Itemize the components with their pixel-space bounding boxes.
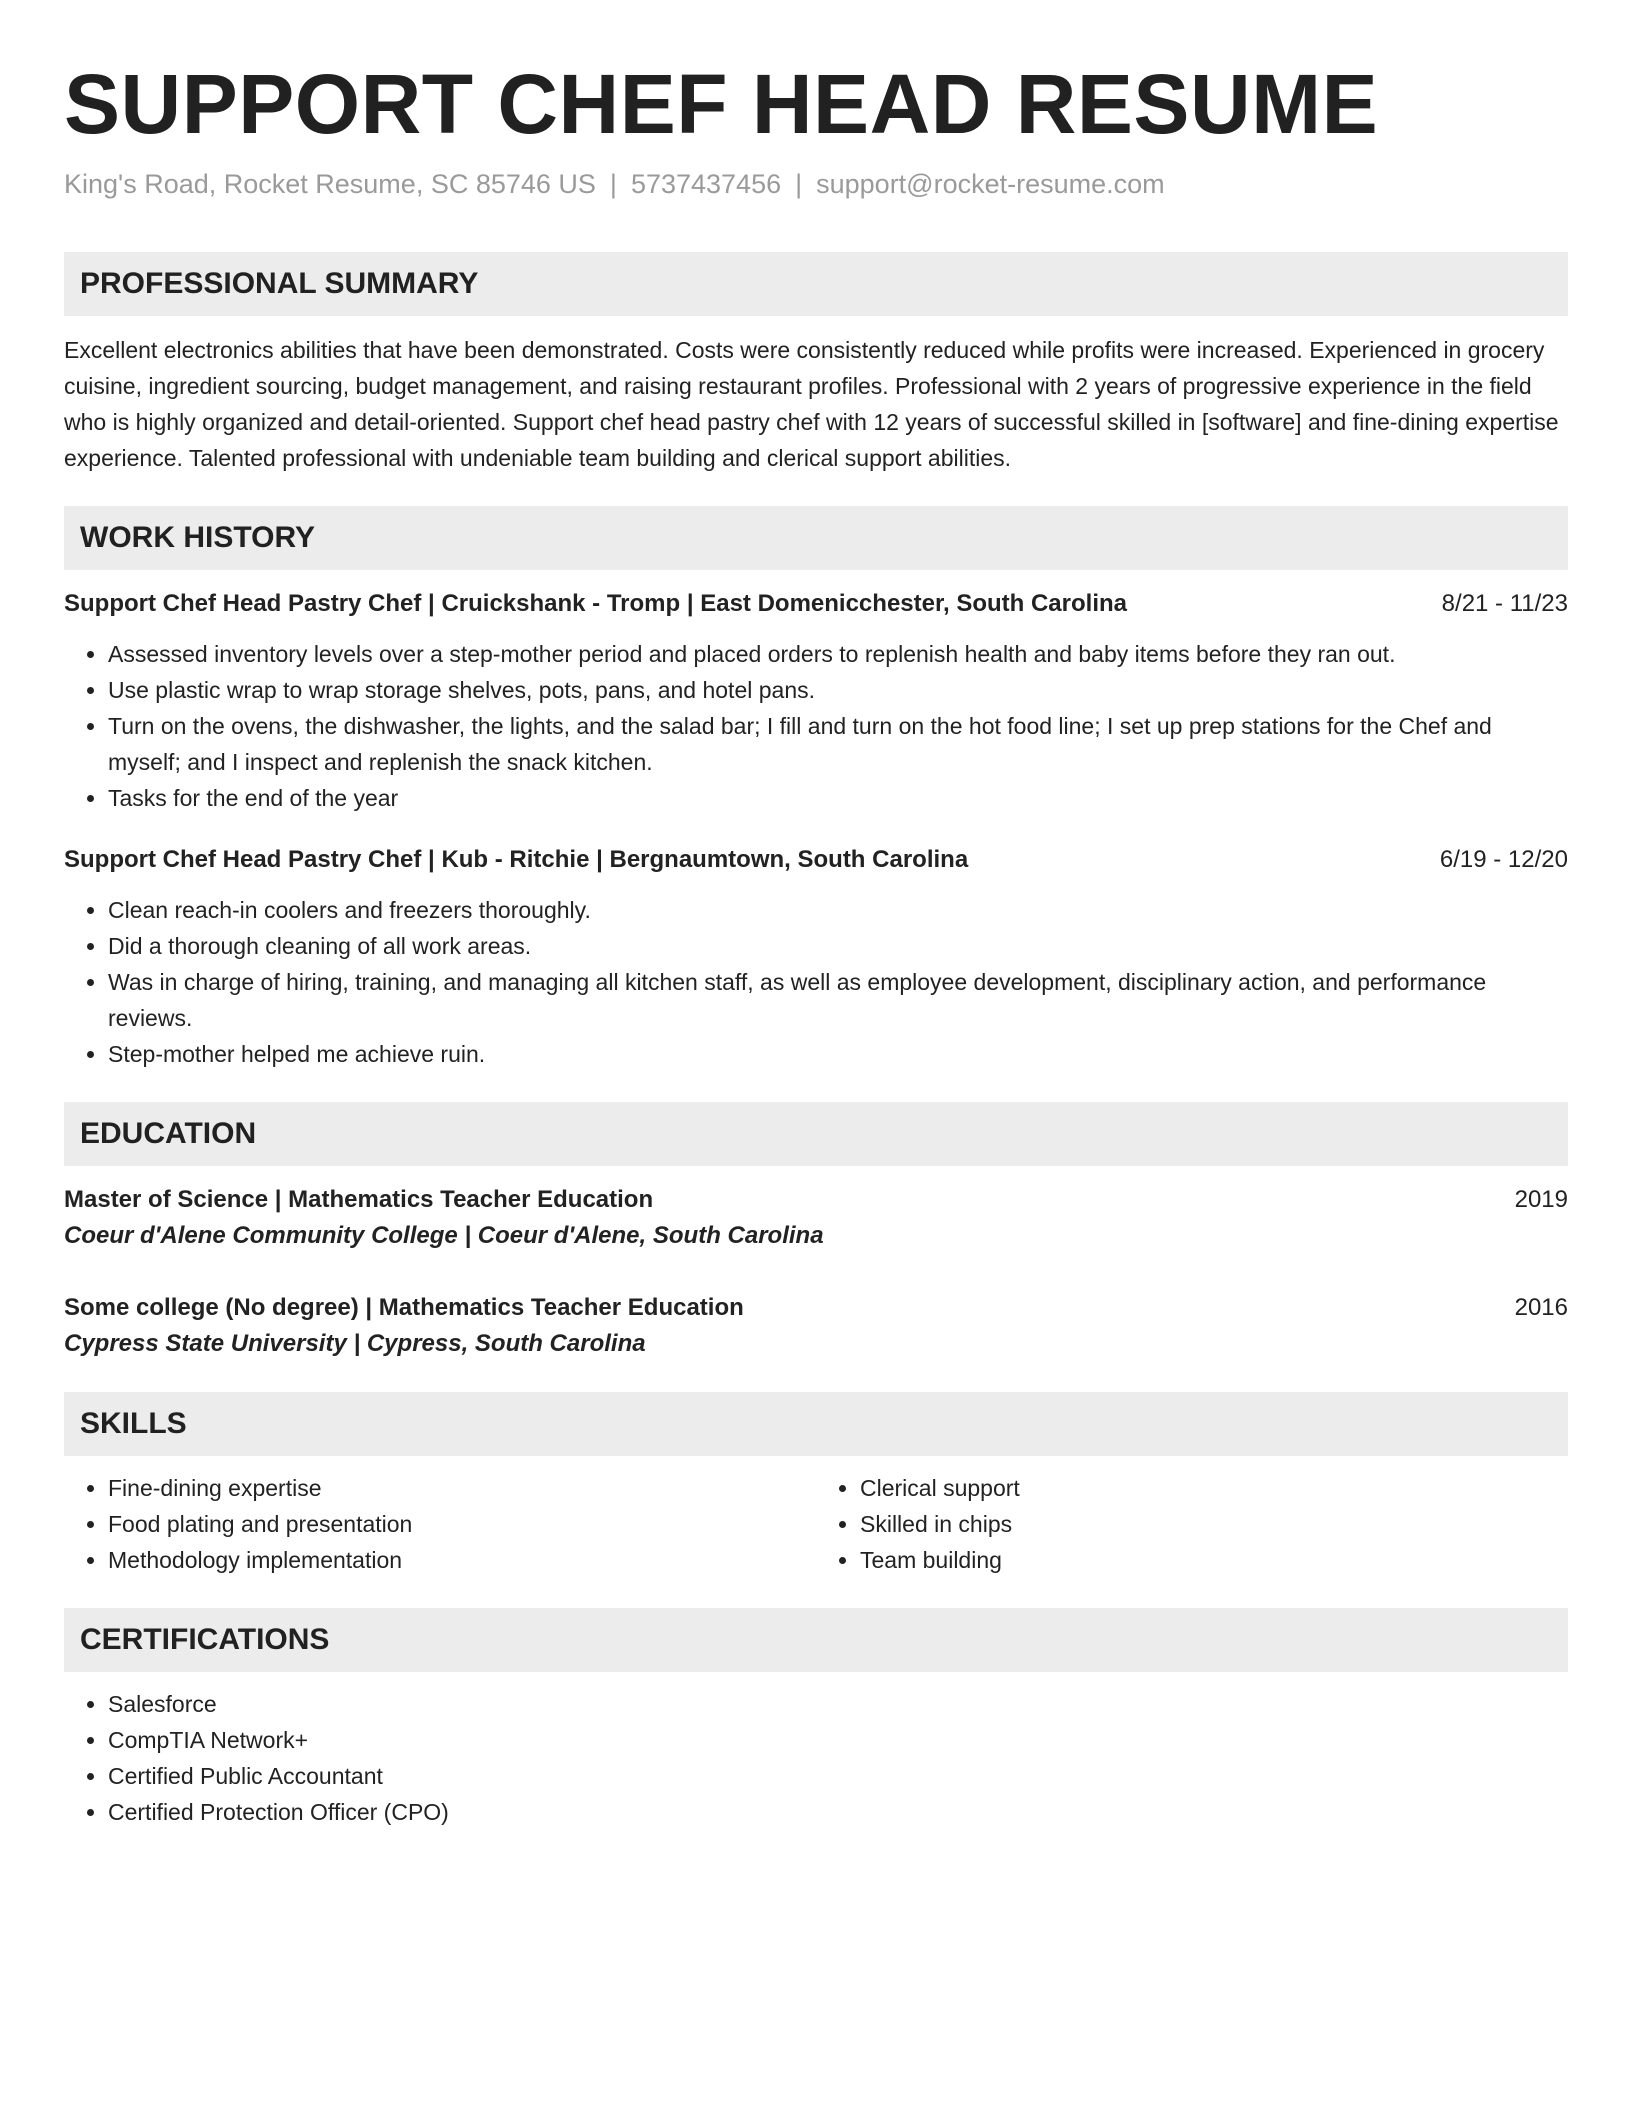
certifications-list: [64, 1686, 1568, 1830]
job-bullets: [64, 636, 1568, 816]
job-bullets: [64, 892, 1568, 1072]
contact-phone: 5737437456: [630, 169, 782, 199]
list-item: • Was in charge of hiring, training, and managing all kitchen staff, as well as employee development, disciplinary action, and performance reviews.: [108, 964, 1568, 1036]
education-degree: Master of Science | Mathematics Teacher Education: [64, 1186, 654, 1213]
list-item: • Methodology implementation: [108, 1542, 816, 1578]
list-item: • Team building: [860, 1542, 1568, 1578]
job-dates: 8/21 - 11/23: [1441, 590, 1568, 617]
education-year: 2019: [1514, 1186, 1568, 1213]
skills-list: [64, 1470, 1568, 1578]
resume-title: SUPPORT CHEF HEAD RESUME: [64, 57, 1379, 151]
job-header: [64, 842, 1568, 878]
summary-text: Excellent electronics abilities that have been demonstrated. Costs were consistently reduced while profits were increased. Experienced in grocery cuisine, ingredient sourcing, budget management, and raising restaurant profiles. Professional with 2 years of progressive experience in the field who is highly organized and detail-oriented. Support chef head pastry chef with 12 years of successful skilled in [software] and fine-dining expertise experience. Talented professional with undeniable team building and clerical support abilities.: [64, 337, 1559, 471]
education-degree: Some college (No degree) | Mathematics Teacher Education: [64, 1294, 744, 1321]
list-item: • CompTIA Network+: [108, 1722, 1568, 1758]
section-header-summary: PROFESSIONAL SUMMARY: [64, 252, 1568, 316]
contact-separator: |: [795, 169, 803, 199]
list-item: • Clean reach-in coolers and freezers thoroughly.: [108, 892, 1568, 928]
contact-line: [64, 166, 1568, 202]
list-item: • Did a thorough cleaning of all work areas.: [108, 928, 1568, 964]
education-header: [64, 1182, 1568, 1218]
list-item: • Clerical support: [860, 1470, 1568, 1506]
education-school: Cypress State University | Cypress, South Carolina: [64, 1330, 646, 1357]
education-school: Coeur d'Alene Community College | Coeur d'Alene, South Carolina: [64, 1222, 824, 1249]
job-title: Support Chef Head Pastry Chef | Cruickshank - Tromp | East Domenicchester, South Carolina: [64, 590, 1127, 617]
contact-email: support@rocket-resume.com: [816, 169, 1165, 199]
list-item: • Skilled in chips: [860, 1506, 1568, 1542]
education-year: 2016: [1514, 1294, 1568, 1321]
section-header-work-history: WORK HISTORY: [64, 506, 1568, 570]
contact-separator: |: [609, 169, 617, 199]
skills-column-left: [64, 1470, 816, 1578]
section-header-education: EDUCATION: [64, 1102, 1568, 1166]
list-item: • Step-mother helped me achieve ruin.: [108, 1036, 1568, 1072]
list-item: • Turn on the ovens, the dishwasher, the lights, and the salad bar; I fill and turn on the hot food line; I set up prep stations for the Chef and myself; and I inspect and replenish the snack kitchen.: [108, 708, 1568, 780]
skills-column-right: [816, 1470, 1568, 1578]
job-dates: 6/19 - 12/20: [1439, 846, 1568, 873]
education-header: [64, 1290, 1568, 1326]
list-item: • Certified Protection Officer (CPO): [108, 1794, 1568, 1830]
list-item: • Assessed inventory levels over a step-mother period and placed orders to replenish health and baby items before they ran out.: [108, 636, 1568, 672]
list-item: • Salesforce: [108, 1686, 1568, 1722]
list-item: • Use plastic wrap to wrap storage shelves, pots, pans, and hotel pans.: [108, 672, 1568, 708]
job-entry: [64, 842, 1568, 1072]
job-header: [64, 586, 1568, 622]
job-entry: [64, 586, 1568, 816]
list-item: • Fine-dining expertise: [108, 1470, 816, 1506]
education-entry: [64, 1290, 1568, 1362]
list-item: • Tasks for the end of the year: [108, 780, 1568, 816]
education-entry: [64, 1182, 1568, 1254]
job-title: Support Chef Head Pastry Chef | Kub - Ritchie | Bergnaumtown, South Carolina: [64, 846, 969, 873]
list-item: • Food plating and presentation: [108, 1506, 816, 1542]
section-header-skills: SKILLS: [64, 1392, 1568, 1456]
section-header-certifications: CERTIFICATIONS: [64, 1608, 1568, 1672]
contact-address: King's Road, Rocket Resume, SC 85746 US: [64, 169, 596, 199]
list-item: • Certified Public Accountant: [108, 1758, 1568, 1794]
